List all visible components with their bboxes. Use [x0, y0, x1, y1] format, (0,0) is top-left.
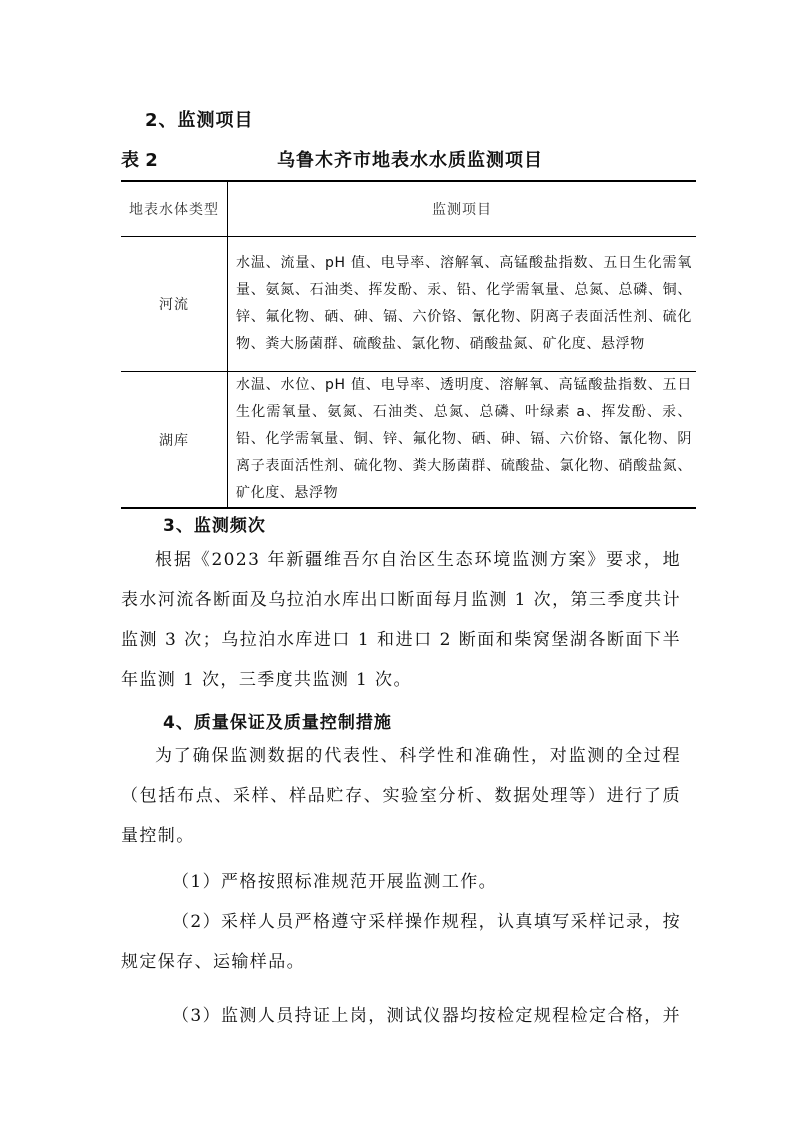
monitoring-items-cell: 水温、水位、pH 值、电导率、透明度、溶解氧、高锰酸盐指数、五日生化需氧量、氨氮、石油类、总氮、总磷、叶绿素 a、挥发酚、汞、铅、化学需氧量、铜、锌、氟化物、硒、砷、镉、六价铬、氰化物、阴离子表面活性剂、硫化物、粪大肠菌群、硫酸盐、氯化物、硝酸盐氮、矿化度、悬浮物: [228, 372, 697, 509]
table-caption: [121, 146, 696, 172]
quality-measure-item: （1）严格按照标准规范开展监测工作。: [172, 872, 498, 892]
header-water-type: 地表水体类型: [121, 181, 228, 237]
table-row: [121, 237, 696, 372]
water-type-cell: 湖库: [121, 372, 228, 509]
table-header-row: [121, 181, 696, 237]
section-2-heading: 2、监测项目: [145, 110, 254, 131]
section-3-heading: 3、监测频次: [163, 516, 266, 536]
monitoring-items-cell: 水温、流量、pH 值、电导率、溶解氧、高锰酸盐指数、五日生化需氧量、氨氮、石油类、挥发酚、汞、铅、化学需氧量、总氮、总磷、铜、锌、氟化物、硒、砷、镉、六价铬、氰化物、阴离子表面活性剂、硫化物、粪大肠菌群、硫酸盐、氯化物、硝酸盐氮、矿化度、悬浮物: [228, 237, 697, 372]
quality-measure-item: （2）采样人员严格遵守采样操作规程，认真填写采样记录，按规定保存、运输样品。: [121, 912, 682, 972]
water-type-cell: 河流: [121, 237, 228, 372]
table-title: 乌鲁木齐市地表水水质监测项目: [277, 150, 543, 171]
table-label: 表 2: [121, 150, 158, 171]
quality-control-paragraph: 为了确保监测数据的代表性、科学性和准确性，对监测的全过程（包括布点、采样、样品贮存、实验室分析、数据处理等）进行了质量控制。: [121, 746, 681, 846]
section-4-heading: 4、质量保证及质量控制措施: [163, 713, 392, 733]
table-row: [121, 372, 696, 509]
quality-measure-item: （3）监测人员持证上岗，测试仪器均按检定规程检定合格，并: [172, 1006, 682, 1026]
monitoring-items-table: [121, 180, 696, 509]
header-monitoring-items: 监测项目: [228, 181, 697, 237]
frequency-paragraph: 根据《2023 年新疆维吾尔自治区生态环境监测方案》要求，地表水河流各断面及乌拉泊水库出口断面每月监测 1 次，第三季度共计监测 3 次；乌拉泊水库进口 1 和进口 2 断面和柴窝堡湖各断面下半年监测 1 次，三季度共监测 1 次。: [121, 550, 681, 690]
